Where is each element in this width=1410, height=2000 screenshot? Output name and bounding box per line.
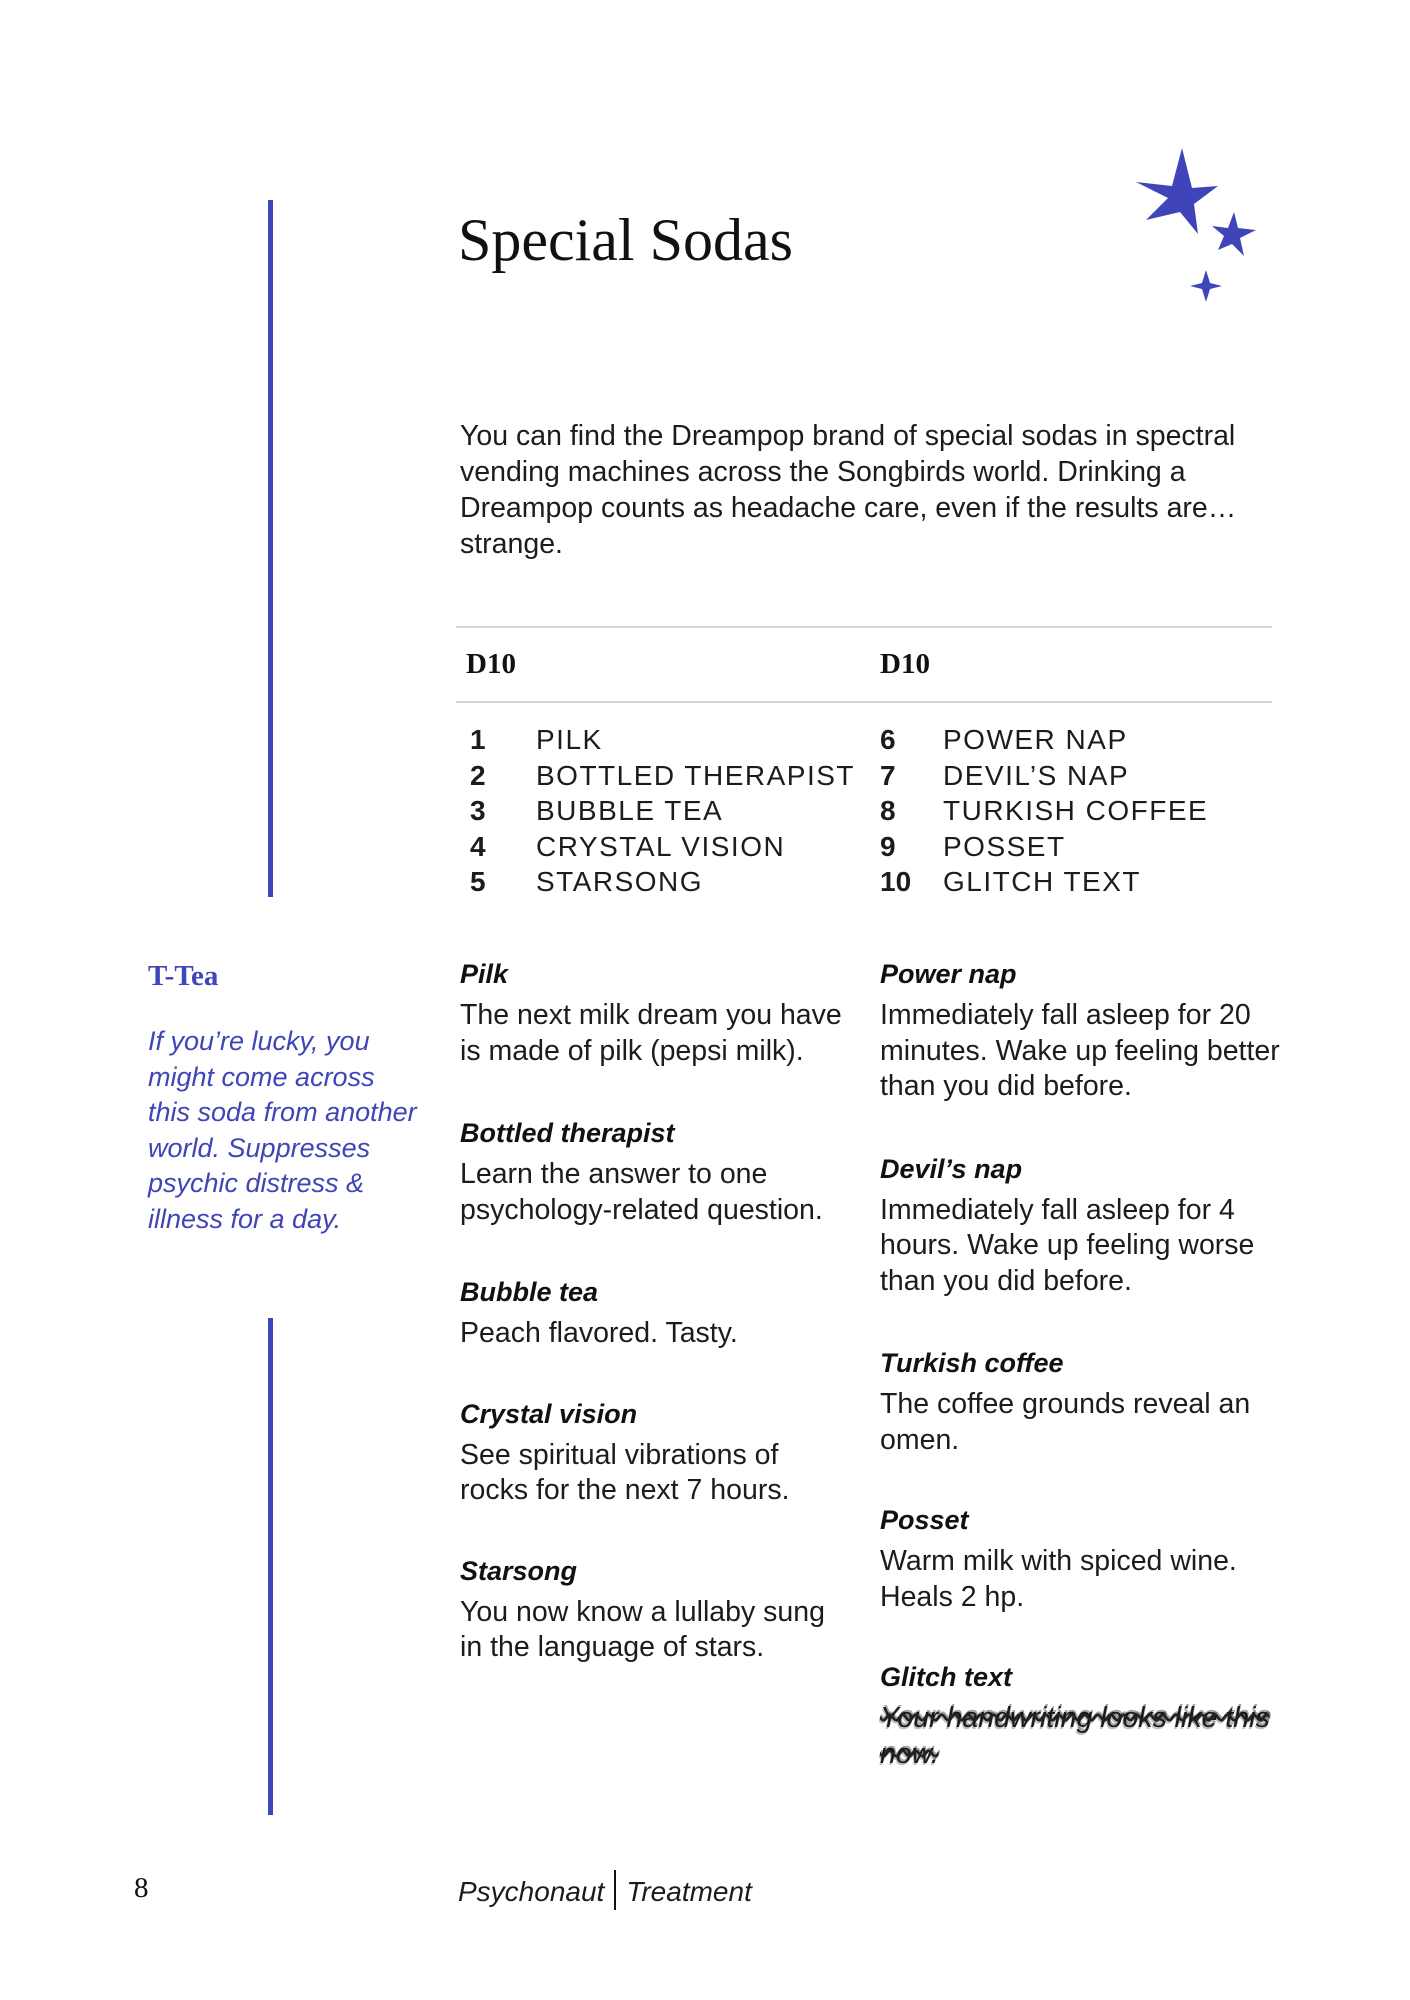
roll-row <box>470 722 870 758</box>
soda-entry-text: Peach flavored. Tasty. <box>460 1317 738 1349</box>
soda-entry-text: Learn the answer to one psychology-related question. <box>460 1158 823 1226</box>
roll-result: POWER NAP <box>943 724 1128 755</box>
sidebar-text: If you’re lucky, you might come across this soda from another world. Suppresses psychic distress & illness for a day. <box>148 1026 417 1234</box>
sidebar-note <box>148 956 418 1237</box>
soda-entry-title: Turkish coffee <box>880 1348 1064 1378</box>
soda-entry-title: Posset <box>880 1505 969 1535</box>
descriptions-left <box>460 956 850 1666</box>
soda-entry <box>880 1151 1280 1300</box>
roll-result: GLITCH TEXT <box>943 866 1142 897</box>
roll-result: POSSET <box>943 830 1066 862</box>
glitch-entry-text: Your handwriting looks like this now. <box>880 1702 1270 1770</box>
table-header-right: D10 <box>880 648 930 680</box>
soda-entry-title: Glitch text <box>880 1662 1013 1692</box>
footer-book-title: Psychonaut <box>458 1876 605 1907</box>
roll-row <box>880 829 1280 865</box>
soda-entry-text: The next milk dream you have is made of pilk (pepsi milk). <box>460 999 842 1067</box>
accent-bar-top <box>268 200 273 897</box>
page-title: Special Sodas <box>458 207 793 273</box>
soda-entry-title: Bottled therapist <box>460 1118 675 1148</box>
roll-row <box>470 864 870 900</box>
roll-row <box>470 829 870 865</box>
soda-entry-title: Power nap <box>880 959 1017 989</box>
roll-row <box>880 793 1280 829</box>
roll-number: 9 <box>880 830 896 862</box>
roll-result: CRYSTAL VISION <box>536 830 786 862</box>
soda-entry <box>460 1553 850 1666</box>
roll-row <box>880 722 1280 758</box>
soda-entry <box>880 1502 1280 1615</box>
footer-section-title: Treatment <box>626 1876 752 1907</box>
roll-row <box>470 793 870 829</box>
soda-entry <box>880 1659 1280 1772</box>
roll-number: 6 <box>880 724 896 755</box>
roll-number: 5 <box>470 866 486 897</box>
soda-entry <box>460 1396 850 1509</box>
sparkle-stars-icon <box>1128 142 1278 322</box>
table-header-divider <box>456 701 1272 703</box>
roll-result: TURKISH COFFEE <box>943 795 1209 826</box>
intro-paragraph: You can find the Dreampop brand of special sodas in spectral vending machines across the Songbirds world. Drinking a Dreampop counts as headache care, even if the results are…strange. <box>460 420 1237 560</box>
soda-entry <box>880 956 1280 1105</box>
roll-result: DEVIL’S NAP <box>943 759 1130 791</box>
soda-entry-text: Warm milk with spiced wine. Heals 2 hp. <box>880 1545 1237 1613</box>
roll-number: 10 <box>880 866 912 897</box>
soda-entry-title: Pilk <box>460 959 509 989</box>
roll-number: 1 <box>470 724 486 755</box>
roll-result: BUBBLE TEA <box>536 795 724 826</box>
soda-entry-title: Bubble tea <box>460 1277 599 1307</box>
roll-row <box>880 758 1280 794</box>
soda-entry-text: You now know a lullaby sung in the language of stars. <box>460 1595 825 1663</box>
soda-entry <box>460 1274 850 1352</box>
roll-result: BOTTLED THERAPIST <box>536 759 856 791</box>
roll-result: PILK <box>536 724 603 755</box>
roll-number: 4 <box>470 830 486 862</box>
running-footer <box>458 1870 752 1910</box>
soda-entry <box>460 1115 850 1228</box>
accent-bar-bottom <box>268 1318 273 1815</box>
soda-entry-text: The coffee grounds reveal an omen. <box>880 1388 1251 1456</box>
roll-list-right <box>880 722 1280 900</box>
roll-number: 8 <box>880 795 896 826</box>
table-header-left: D10 <box>466 648 516 680</box>
soda-entry <box>460 956 850 1069</box>
footer-divider <box>614 1870 616 1910</box>
descriptions-right <box>880 956 1280 1772</box>
soda-entry <box>880 1345 1280 1458</box>
soda-entry-title: Starsong <box>460 1555 578 1586</box>
roll-row <box>470 758 870 794</box>
soda-entry-title: Devil’s nap <box>880 1153 1023 1184</box>
soda-entry-text: See spiritual vibrations of rocks for the next 7 hours. <box>460 1438 790 1506</box>
roll-number: 3 <box>470 795 486 826</box>
soda-entry-text: Immediately fall asleep for 20 minutes. Wake up feeling better than you did before. <box>880 999 1280 1102</box>
roll-number: 2 <box>470 759 486 791</box>
roll-row <box>880 864 1280 900</box>
page-number: 8 <box>134 1872 149 1904</box>
sidebar-title: T-Tea <box>148 960 219 992</box>
soda-entry-text: Immediately fall asleep for 4 hours. Wake up feeling worse than you did before. <box>880 1193 1255 1297</box>
soda-entry-title: Crystal vision <box>460 1398 638 1429</box>
roll-number: 7 <box>880 759 896 791</box>
roll-list-left <box>470 722 870 900</box>
table-top-divider <box>456 626 1272 628</box>
roll-result: STARSONG <box>536 866 704 897</box>
